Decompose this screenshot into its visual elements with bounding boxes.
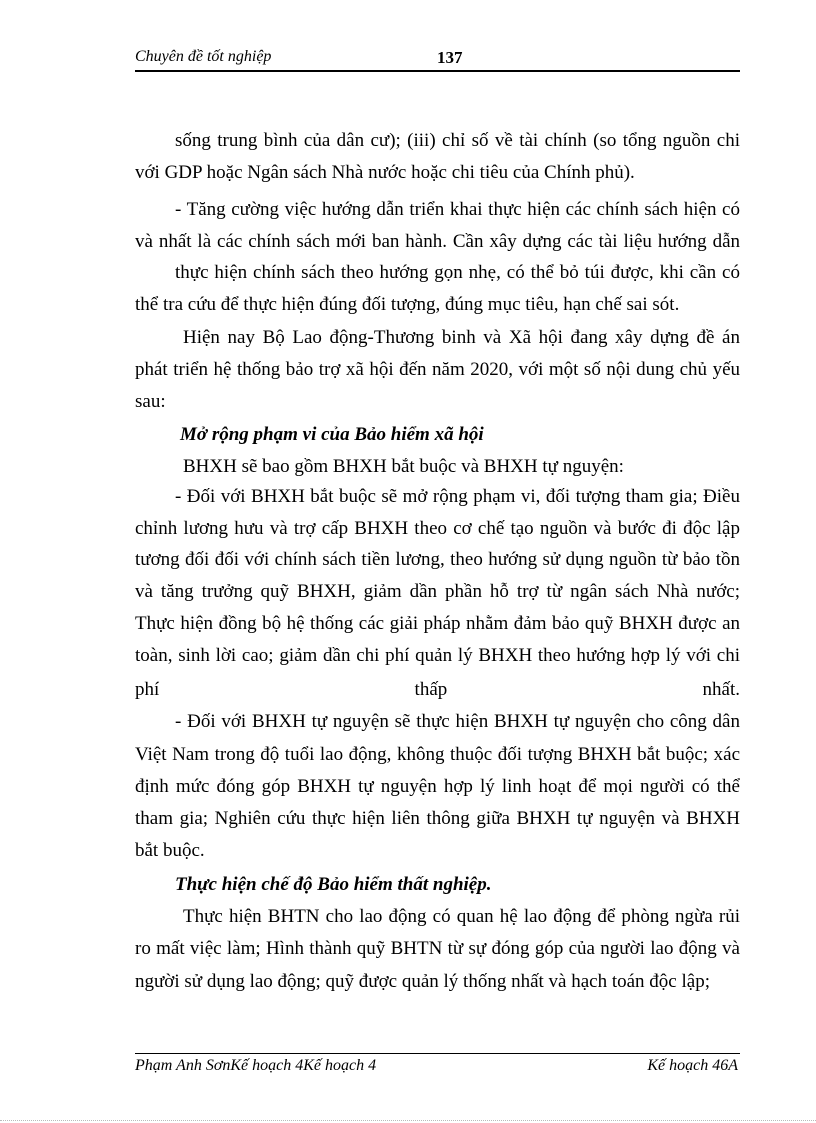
text-line: định mức đóng góp BHXH tự nguyện hợp lý linh hoạt để mọi người có thể — [135, 776, 740, 797]
text-line: người sử dụng lao động; quỹ được quản lý thống nhất và hạch toán độc lập; — [135, 971, 710, 992]
footer-class: Kế hoạch 46A — [647, 1057, 738, 1074]
text-line: BHXH sẽ bao gồm BHXH bắt buộc và BHXH tự nguyện: — [183, 456, 624, 477]
text-line: tham gia; Nghiên cứu thực hiện liên thông giữa BHXH tự nguyện và BHXH — [135, 808, 740, 829]
page-number: 137 — [437, 48, 463, 67]
text-line: Hiện nay Bộ Lao động-Thương binh và Xã hội đang xây dựng đề án — [183, 327, 740, 348]
text-line: Thực hiện BHTN cho lao động có quan hệ lao động để phòng ngừa rủi — [183, 906, 740, 927]
text-line: với GDP hoặc Ngân sách Nhà nước hoặc chi tiêu của Chính phủ). — [135, 162, 635, 183]
text-line: sau: — [135, 391, 166, 412]
text-line: bắt buộc. — [135, 840, 205, 861]
text-line: và tăng trưởng quỹ BHXH, giảm dần phần hỗ trợ từ ngân sách Nhà nước; — [135, 581, 740, 602]
text-line: - Đối với BHXH tự nguyện sẽ thực hiện BHXH tự nguyện cho công dân — [175, 711, 740, 732]
text-line: tương đối đối với chính sách tiền lương, theo hướng sử dụng nguồn từ bảo tồn — [135, 549, 740, 570]
text-line: phí thấp nhất. — [135, 679, 740, 700]
text-line: sống trung bình của dân cư); (iii) chỉ số về tài chính (so tổng nguồn chi — [175, 130, 740, 151]
text-line: chỉnh lương hưu và trợ cấp BHXH theo cơ chế tạo nguồn và bước đi độc lập — [135, 518, 740, 539]
text-line: toàn, sinh lời cao; giảm dần chi phí quản lý BHXH theo hướng hợp lý với chi — [135, 645, 740, 666]
section-heading: Thực hiện chế độ Bảo hiểm thất nghiệp. — [175, 874, 492, 895]
text-line: - Tăng cường việc hướng dẫn triển khai thực hiện các chính sách hiện có — [175, 199, 740, 220]
footer-author: Phạm Anh SơnKế hoạch 4Kế hoạch 4 — [135, 1057, 377, 1074]
text-line: Thực hiện đồng bộ hệ thống các giải pháp nhằm đảm bảo quỹ BHXH được an — [135, 613, 740, 634]
section-heading: Mở rộng phạm vi của Bảo hiểm xã hội — [180, 424, 484, 445]
text-line: - Đối với BHXH bắt buộc sẽ mở rộng phạm vi, đối tượng tham gia; Điều — [175, 486, 740, 507]
text-line: và nhất là các chính sách mới ban hành. Cần xây dựng các tài liệu hướng dẫn — [135, 231, 740, 252]
text-line: Việt Nam trong độ tuổi lao động, không thuộc đối tượng BHXH bắt buộc; xác — [135, 744, 740, 765]
document-title: Chuyên đề tốt nghiệp — [135, 48, 272, 65]
page-header — [135, 46, 740, 72]
text-line: phát triển hệ thống bảo trợ xã hội đến năm 2020, với một số nội dung chủ yếu — [135, 359, 740, 380]
text-line: ro mất việc làm; Hình thành quỹ BHTN từ sự đóng góp của người lao động và — [135, 938, 740, 959]
page-footer — [135, 1053, 740, 1074]
text-line: thực hiện chính sách theo hướng gọn nhẹ, có thể bỏ túi được, khi cần có — [175, 262, 740, 283]
text-line: thể tra cứu để thực hiện đúng đối tượng, đúng mục tiêu, hạn chế sai sót. — [135, 294, 680, 315]
page-edge-divider — [0, 1120, 816, 1121]
